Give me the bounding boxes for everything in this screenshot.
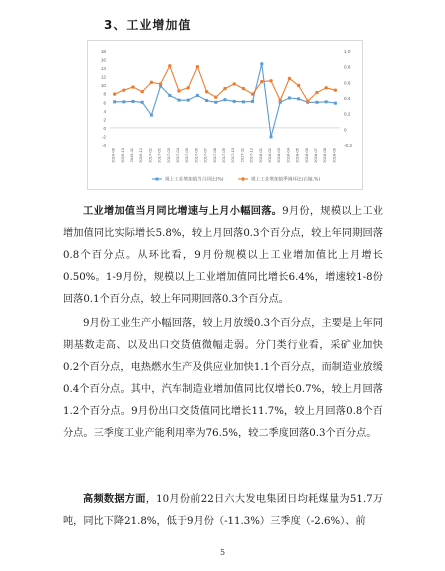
legend-marker-2 (241, 177, 244, 180)
series-1-point (242, 100, 245, 103)
series-1-point (316, 101, 319, 104)
series-2-point (223, 87, 226, 90)
series-2-point (288, 77, 291, 80)
y-left-tick-label: -2 (101, 134, 106, 140)
series-1-point (325, 100, 328, 103)
x-tick-label: 2017-11 (239, 148, 245, 163)
y-right-tick-label: 1.0 (344, 49, 351, 54)
legend-label-1: 规上工业增加值当月同比(%) (165, 177, 224, 183)
series-1-point (141, 101, 144, 104)
y-left-tick-label: 12 (100, 74, 106, 80)
series-2-point (168, 64, 171, 67)
x-tick-label: 2017-06 (193, 148, 199, 163)
paragraph-3-lead: 高频数据方面 (83, 494, 146, 505)
series-2-point (242, 87, 245, 90)
chart-svg (88, 41, 364, 191)
series-2-point (196, 65, 199, 68)
legend-marker-1 (156, 178, 159, 181)
series-1-point (205, 99, 208, 102)
x-tick-label: 2018-02 (267, 148, 272, 163)
series-1-point (150, 114, 153, 117)
series-line-2 (115, 66, 336, 101)
y-right-tick-label: 0.8 (344, 64, 351, 70)
series-2-point (334, 88, 337, 91)
series-1-point (122, 100, 125, 103)
series-1-point (214, 101, 217, 104)
x-tick-label: 2017-10 (230, 148, 236, 163)
y-left-tick-label: 6 (103, 100, 106, 106)
series-2-point (233, 82, 236, 85)
series-2-point (325, 86, 328, 89)
y-left-tick-label: 0 (103, 125, 106, 131)
series-1-point (270, 135, 273, 138)
x-tick-label: 2017-07 (202, 148, 208, 163)
x-tick-label: 2016-12 (138, 148, 144, 163)
series-1-point (132, 100, 135, 103)
x-tick-label: 2018-05 (294, 148, 300, 163)
series-2-point (315, 91, 318, 94)
series-2-point (251, 92, 254, 95)
series-1-point (113, 100, 116, 103)
page-number: 5 (219, 548, 226, 557)
section-title: 3、工业增加值 (104, 18, 192, 32)
paragraph-1 (63, 201, 383, 311)
series-2-point (279, 99, 282, 102)
series-2-point (141, 90, 144, 93)
x-tick-label: 2018-03 (276, 148, 282, 163)
series-2-point (269, 79, 272, 82)
y-right-tick-label: 0.6 (344, 80, 351, 86)
paragraph-2-text: 9月份工业生产小幅回落，较上月放缓0.3个百分点，主要是上年同期基数走高、以及出口交货值微幅走弱。分门类行业看，采矿业加快0.2个百分点，电热燃水生产及供应业加快1.1个百分点，而制造业放缓0.4个百分点。其中，汽车制造业增加值同比仅增长0.7%，较上月回落1.2个百分点。9月份出口交货值同比增长11.7%，较上月回落0.8个百分点。三季度工业产能利用率为76.5%，较二季度回落0.3个百分点。 (63, 318, 383, 439)
paragraph-3-text: ，10月份前22日六大发电集团日均耗煤量为51.7万吨，同比下降21.8%，低于9月份（-11.3%）三季度（-2.6%）、前 (63, 494, 384, 527)
x-tick-label: 2016-09 (110, 148, 116, 163)
x-tick-label: 2018-07 (313, 148, 318, 163)
x-tick-label: 2017-05 (184, 148, 190, 163)
series-1-point (196, 94, 199, 97)
x-tick-label: 2018-01 (257, 148, 263, 163)
x-tick-label: 2017-02 (156, 148, 162, 163)
y-left-tick-label: 14 (100, 66, 106, 72)
x-tick-label: 2017-08 (211, 148, 217, 163)
y-right-tick-label: 0 (344, 127, 347, 133)
y-right-tick-label: 0.2 (344, 111, 351, 117)
series-2-point (214, 96, 217, 99)
series-1-point (224, 98, 227, 101)
series-1-point (288, 97, 291, 100)
x-tick-label: 2017-12 (248, 148, 254, 163)
industrial-output-chart (87, 40, 363, 190)
x-tick-label: 2017-01 (147, 148, 153, 163)
series-1-point (168, 94, 171, 97)
y-left-tick-label: 18 (100, 49, 106, 54)
legend-label-2: 规上工业增加值季调环比(右轴,%) (251, 177, 321, 183)
x-tick-label: 2018-06 (303, 148, 309, 163)
series-1-point (297, 97, 300, 100)
x-tick-label: 2017-04 (175, 148, 180, 163)
x-tick-label: 2018-09 (331, 148, 337, 163)
x-tick-label: 2018-04 (285, 148, 291, 163)
series-1-point (260, 62, 263, 65)
y-left-tick-label: 4 (103, 108, 106, 114)
series-2-point (297, 84, 300, 87)
x-tick-label: 2018-08 (322, 148, 328, 163)
series-2-point (122, 88, 125, 91)
series-1-point (187, 99, 190, 102)
x-tick-label: 2016-11 (129, 148, 134, 163)
y-left-tick-label: -4 (101, 143, 106, 148)
y-left-tick-label: 10 (100, 83, 106, 89)
y-left-tick-label: 2 (103, 117, 106, 123)
series-2-point (205, 90, 208, 93)
series-2-point (159, 82, 162, 85)
series-2-point (187, 86, 190, 89)
series-2-point (150, 81, 153, 84)
x-tick-label: 2016-10 (119, 148, 125, 163)
x-tick-label: 2017-03 (165, 148, 171, 163)
series-1-point (251, 100, 254, 103)
y-right-tick-label: 0.4 (344, 96, 351, 101)
y-right-tick-label: -0.2 (344, 143, 352, 148)
series-2-point (113, 92, 116, 95)
series-1-point (233, 100, 236, 103)
series-2-point (260, 80, 263, 83)
y-left-tick-label: 8 (103, 91, 106, 97)
series-1-point (334, 102, 337, 105)
y-left-tick-label: 16 (100, 57, 106, 63)
paragraph-1-lead: 工业增加值当月同比增速与上月小幅回落。 (83, 206, 283, 217)
series-2-point (177, 89, 180, 92)
series-2-point (306, 99, 309, 102)
paragraph-3 (63, 489, 383, 533)
paragraph-1-text: 9月份，规模以上工业增加值同比实际增长5.8%，较上月回落0.3个百分点，较上年同期回落0.8个百分点。从环比看，9月份规模以上工业增加值比上月增长0.50%。1-9月份，规模以上工业增加值同比增长6.4%，增速较1-8份回落0.1个百分点，较上年同期回落0.3个百分点。 (63, 206, 383, 305)
x-tick-label: 2017-09 (221, 148, 226, 163)
series-2-point (131, 85, 134, 88)
series-1-point (178, 99, 181, 102)
paragraph-2 (63, 313, 383, 445)
